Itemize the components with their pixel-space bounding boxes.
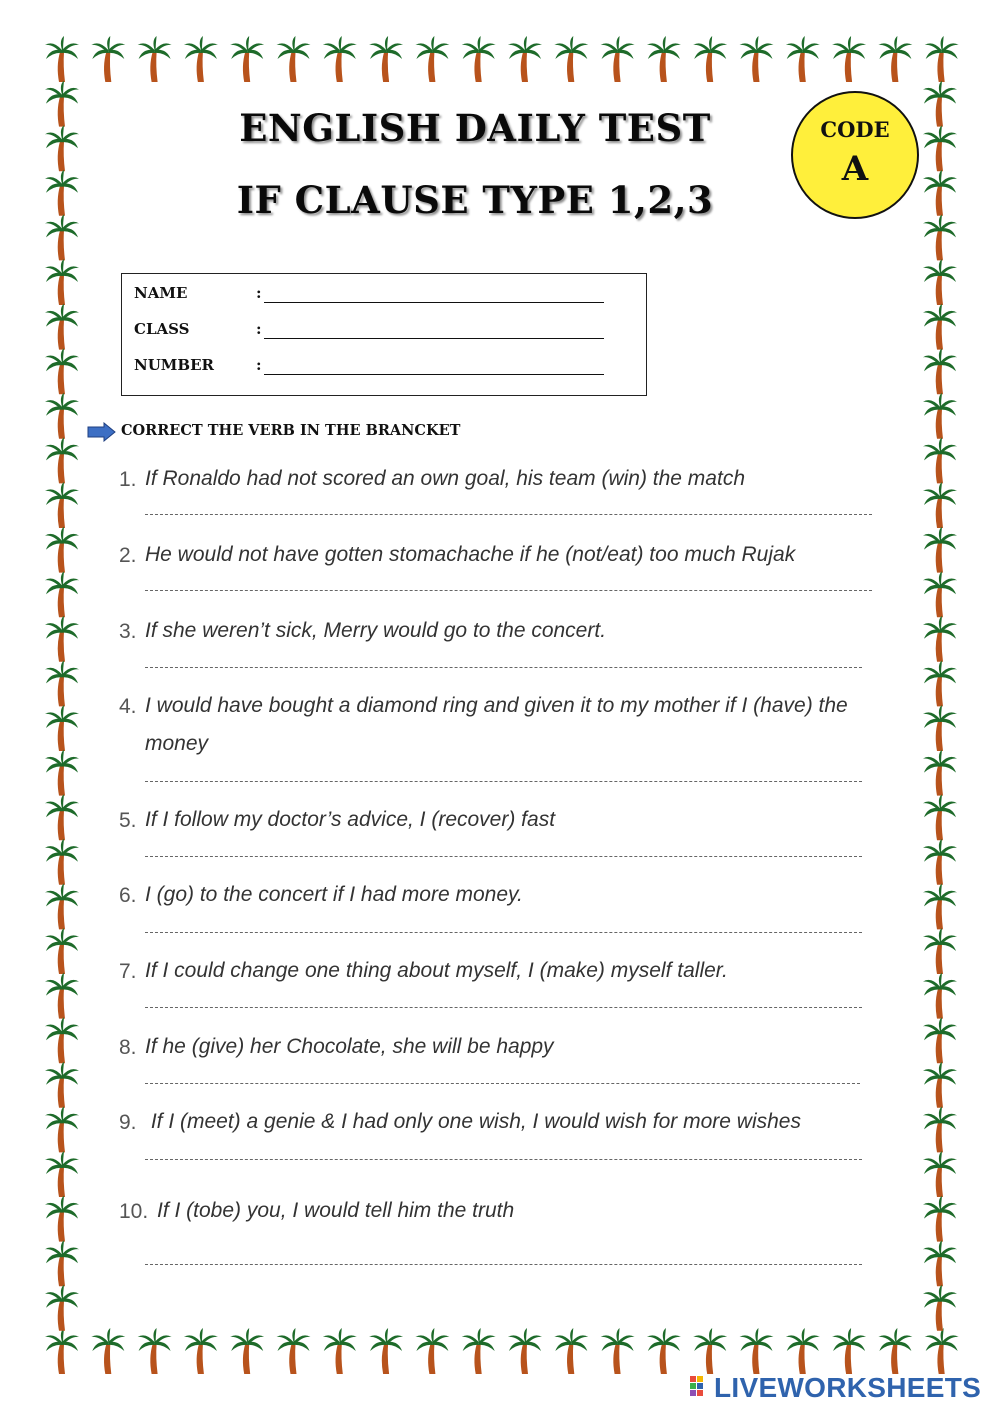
question-number: 6. — [119, 884, 137, 907]
name-field[interactable] — [264, 302, 604, 303]
palm-tree-icon — [740, 36, 774, 82]
palm-tree-icon — [230, 36, 264, 82]
title-line-1: ENGLISH DAILY TEST — [239, 106, 711, 150]
palm-tree-icon — [923, 125, 957, 171]
palm-tree-icon — [923, 794, 957, 840]
palm-tree-icon — [923, 1240, 957, 1286]
palm-tree-icon — [45, 660, 79, 706]
question-number: 5. — [119, 809, 137, 832]
palm-tree-icon — [878, 36, 912, 82]
palm-tree-icon — [923, 214, 957, 260]
palm-tree-icon — [45, 794, 79, 840]
palm-tree-icon — [323, 1328, 357, 1374]
class-label: CLASS — [134, 320, 190, 338]
palm-tree-icon — [45, 973, 79, 1019]
instruction-text: CORRECT THE VERB IN THE BRANCKET — [121, 422, 461, 439]
palm-tree-icon — [878, 1328, 912, 1374]
palm-tree-icon — [369, 1328, 403, 1374]
question-text: If she weren’t sick, Merry would go to the concert. — [145, 619, 607, 642]
palm-tree-icon — [45, 482, 79, 528]
palm-tree-icon — [45, 36, 79, 82]
palm-tree-icon — [693, 36, 727, 82]
question-text: I would have bought a diamond ring and given it to my mother if I (have) the money — [145, 694, 848, 755]
palm-tree-icon — [923, 1106, 957, 1152]
answer-line-5[interactable] — [145, 856, 862, 857]
palm-tree-icon — [923, 883, 957, 929]
palm-tree-icon — [925, 36, 959, 82]
answer-line-3[interactable] — [145, 667, 862, 668]
palm-tree-icon — [832, 36, 866, 82]
question-number: 1. — [119, 468, 137, 491]
class-colon: : — [256, 320, 262, 338]
palm-tree-icon — [786, 36, 820, 82]
palm-tree-icon — [923, 839, 957, 885]
palm-tree-icon — [554, 1328, 588, 1374]
code-letter: A — [841, 149, 869, 189]
answer-line-2[interactable] — [145, 590, 872, 591]
palm-tree-icon — [923, 527, 957, 573]
palm-tree-icon — [45, 1151, 79, 1197]
palm-tree-icon — [923, 616, 957, 662]
palm-tree-icon — [277, 36, 311, 82]
palm-tree-icon — [923, 170, 957, 216]
question-text: I (go) to the concert if I had more money. — [145, 883, 523, 906]
palm-tree-icon — [508, 1328, 542, 1374]
liveworksheets-icon — [690, 1376, 712, 1402]
question-text: He would not have gotten stomachache if he (not/eat) too much Rujak — [145, 543, 796, 566]
palm-tree-icon — [923, 750, 957, 796]
palm-tree-icon — [45, 437, 79, 483]
palm-tree-icon — [45, 214, 79, 260]
name-colon: : — [256, 284, 262, 302]
palm-tree-icon — [45, 928, 79, 974]
question-number: 2. — [119, 544, 137, 567]
question-number: 3. — [119, 620, 137, 643]
question-number: 8. — [119, 1036, 137, 1059]
palm-tree-icon — [45, 1196, 79, 1242]
palm-tree-icon — [462, 36, 496, 82]
arrow-right-icon — [87, 422, 117, 442]
palm-tree-icon — [45, 571, 79, 617]
question-text: If I could change one thing about myself, I (make) myself taller. — [145, 959, 728, 982]
palm-tree-icon — [740, 1328, 774, 1374]
palm-tree-icon — [923, 81, 957, 127]
palm-tree-icon — [923, 437, 957, 483]
palm-tree-icon — [45, 705, 79, 751]
palm-tree-icon — [923, 571, 957, 617]
question-text: If I (meet) a genie & I had only one wish, I would wish for more wishes — [145, 1110, 801, 1133]
answer-line-7[interactable] — [145, 1007, 862, 1008]
palm-tree-icon — [45, 616, 79, 662]
class-field[interactable] — [264, 338, 604, 339]
palm-tree-icon — [45, 750, 79, 796]
palm-tree-icon — [91, 36, 125, 82]
palm-tree-icon — [923, 304, 957, 350]
palm-tree-icon — [369, 36, 403, 82]
palm-tree-icon — [693, 1328, 727, 1374]
palm-tree-icon — [184, 36, 218, 82]
brand-name: LIVEWORKSHEETS — [714, 1372, 982, 1403]
palm-tree-icon — [647, 36, 681, 82]
palm-tree-icon — [45, 393, 79, 439]
palm-tree-icon — [45, 1062, 79, 1108]
answer-line-9[interactable] — [145, 1159, 862, 1160]
palm-tree-icon — [923, 482, 957, 528]
code-label: CODE — [820, 117, 890, 142]
palm-tree-icon — [45, 1106, 79, 1152]
palm-tree-icon — [601, 36, 635, 82]
question-text: If I follow my doctor’s advice, I (recover) fast — [145, 808, 556, 831]
question-number: 7. — [119, 960, 137, 983]
question-number: 9. — [119, 1111, 137, 1134]
palm-tree-icon — [923, 705, 957, 751]
palm-tree-icon — [138, 36, 172, 82]
palm-tree-icon — [45, 259, 79, 305]
question-text: If I (tobe) you, I would tell him the truth — [157, 1199, 515, 1222]
palm-tree-icon — [923, 973, 957, 1019]
number-label: NUMBER — [134, 356, 214, 374]
palm-tree-icon — [45, 348, 79, 394]
palm-tree-icon — [554, 36, 588, 82]
palm-tree-icon — [45, 81, 79, 127]
question-text: If Ronaldo had not scored an own goal, his team (win) the match — [145, 467, 745, 490]
palm-tree-icon — [45, 527, 79, 573]
palm-tree-icon — [786, 1328, 820, 1374]
palm-tree-icon — [45, 1017, 79, 1063]
palm-tree-icon — [923, 393, 957, 439]
palm-tree-icon — [45, 883, 79, 929]
palm-tree-icon — [45, 304, 79, 350]
palm-tree-icon — [45, 1240, 79, 1286]
answer-line-10[interactable] — [145, 1264, 862, 1265]
title-line-2: IF CLAUSE TYPE 1,2,3 — [236, 178, 714, 222]
palm-tree-icon — [415, 1328, 449, 1374]
palm-tree-icon — [462, 1328, 496, 1374]
question-text: If he (give) her Chocolate, she will be happy — [145, 1035, 554, 1058]
palm-tree-icon — [508, 36, 542, 82]
name-label: NAME — [134, 284, 188, 302]
answer-line-1[interactable] — [145, 514, 872, 515]
palm-tree-icon — [323, 36, 357, 82]
number-field[interactable] — [264, 374, 604, 375]
palm-tree-icon — [45, 125, 79, 171]
palm-tree-icon — [923, 259, 957, 305]
palm-tree-icon — [45, 170, 79, 216]
answer-line-4[interactable] — [145, 781, 862, 782]
question-number: 10. — [119, 1200, 149, 1223]
palm-tree-icon — [91, 1328, 125, 1374]
palm-tree-icon — [647, 1328, 681, 1374]
number-colon: : — [256, 356, 262, 374]
palm-tree-icon — [923, 660, 957, 706]
answer-line-8[interactable] — [145, 1083, 860, 1084]
palm-tree-icon — [138, 1328, 172, 1374]
palm-tree-icon — [923, 1062, 957, 1108]
answer-line-6[interactable] — [145, 932, 862, 933]
palm-tree-icon — [230, 1328, 264, 1374]
student-info-box — [121, 273, 647, 396]
palm-tree-icon — [415, 36, 449, 82]
code-badge — [791, 91, 919, 219]
palm-tree-icon — [923, 1151, 957, 1197]
palm-tree-icon — [923, 1196, 957, 1242]
palm-tree-icon — [184, 1328, 218, 1374]
palm-tree-icon — [277, 1328, 311, 1374]
palm-tree-icon — [923, 1285, 957, 1331]
palm-tree-icon — [45, 1328, 79, 1374]
palm-tree-icon — [601, 1328, 635, 1374]
palm-tree-icon — [45, 839, 79, 885]
question-number: 4. — [119, 695, 137, 718]
palm-tree-icon — [923, 348, 957, 394]
palm-tree-icon — [923, 928, 957, 974]
palm-tree-icon — [925, 1328, 959, 1374]
palm-tree-icon — [45, 1285, 79, 1331]
palm-tree-icon — [832, 1328, 866, 1374]
palm-tree-icon — [923, 1017, 957, 1063]
